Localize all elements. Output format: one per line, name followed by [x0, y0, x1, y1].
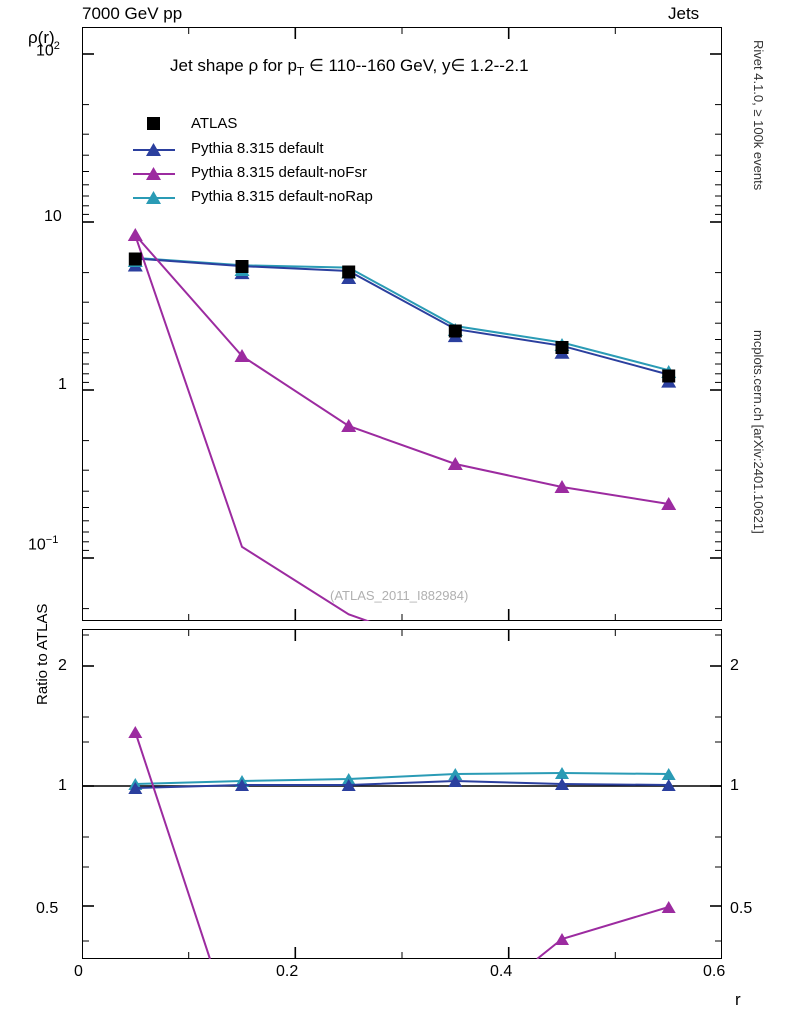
series-line-nofsr — [135, 236, 722, 621]
ratio-ytick-05-left: 0.5 — [36, 900, 59, 917]
series-points-default — [128, 259, 676, 388]
xtick-06: 0.6 — [703, 963, 726, 980]
series-points-nofsr — [128, 228, 676, 510]
header-right: Jets — [668, 4, 700, 23]
title-pt-sub: T — [296, 64, 305, 79]
ytick-1: 1 — [58, 376, 67, 393]
ytick-1e-1: $10^{-1}$ — [28, 534, 59, 554]
ratio-line-nofsr-right — [537, 907, 669, 959]
legend-label-norap: Pythia 8.315 default-noRap — [191, 188, 373, 205]
xtick-02: 0.2 — [276, 963, 299, 980]
ratio-line-nofsr-left — [135, 732, 210, 959]
series-points-norap — [128, 254, 676, 378]
ratio-ytick-1-right: 1 — [730, 777, 739, 794]
ratio-x-axis-label: r — [735, 990, 741, 1009]
ratio-ytick-2-right: 2 — [730, 657, 739, 674]
xtick-04: 0.4 — [490, 963, 513, 980]
header-left: 7000 GeV pp — [82, 4, 183, 23]
analysis-id-watermark: (ATLAS_2011_I882984) — [330, 588, 469, 603]
title-rho: ρ — [248, 56, 259, 75]
main-plot-canvas — [82, 27, 722, 621]
ratio-point-nofsr-6 — [662, 901, 676, 913]
side-info-rivet: Rivet 4.1.0, ≥ 100k events — [751, 40, 766, 191]
ytick-1e2: $10^2$ — [36, 40, 60, 60]
legend-label-nofsr: Pythia 8.315 default-noFsr — [191, 164, 367, 181]
title-range: ∈ 110--160 GeV, y∈ 1.2--2.1 — [309, 56, 529, 75]
ratio-point-nofsr-1 — [128, 726, 142, 738]
title-pre: Jet shape — [170, 56, 244, 75]
side-info-mcplots: mcplots.cern.ch [arXiv:2401.10621] — [751, 330, 766, 534]
main-y-axis-label: ρ(r) — [28, 28, 55, 47]
title-pt: p — [287, 56, 297, 75]
ratio-ytick-1-left: 1 — [58, 777, 67, 794]
ratio-point-nofsr-5 — [555, 933, 569, 945]
ratio-ytick-2-left: 2 — [58, 657, 67, 674]
ratio-y-axis-label: Ratio to ATLAS — [34, 603, 51, 705]
ytick-10: 10 — [44, 208, 62, 225]
legend-label-default: Pythia 8.315 default — [191, 140, 324, 157]
series-line-default — [135, 259, 668, 375]
ratio-plot-canvas — [82, 629, 722, 959]
series-points-atlas — [129, 253, 675, 383]
xtick-0: 0 — [74, 963, 83, 980]
title-for: for — [262, 56, 283, 75]
ratio-ytick-05-right: 0.5 — [730, 900, 753, 917]
legend-label-atlas: ATLAS — [191, 115, 238, 132]
